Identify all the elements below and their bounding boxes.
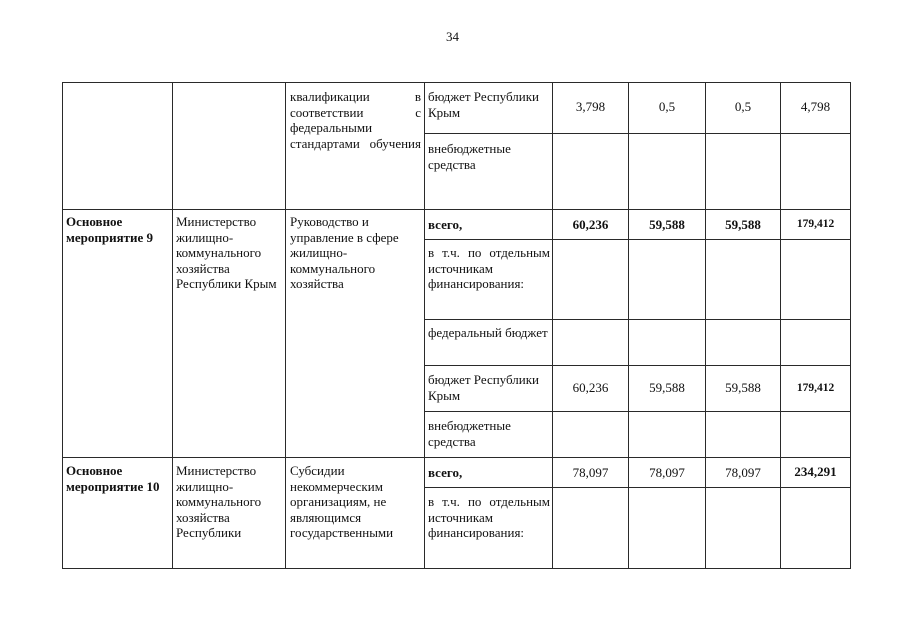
source-label: всего, — [428, 217, 463, 232]
value-cell: 59,588 — [725, 217, 761, 232]
activity-text: квалификации в соответствии с федеральными стандартами обучения — [290, 89, 421, 151]
value-cell: 0,5 — [658, 99, 676, 114]
source-label: внебюджетные средства — [428, 141, 511, 172]
value-cell: 78,097 — [725, 465, 761, 480]
value-cell: 59,588 — [725, 380, 761, 395]
source-label: в т.ч. по отдельным источникам финансирования: — [428, 245, 550, 291]
value-cell: 4,798 — [800, 99, 831, 114]
value-cell: 234,291 — [794, 464, 837, 479]
source-label: в т.ч. по отдельным источникам финансирования: — [428, 494, 550, 540]
source-label: бюджет Республики Крым — [428, 372, 540, 403]
source-label: федеральный бюджет — [428, 325, 548, 340]
value-cell: 78,097 — [572, 465, 609, 480]
value-cell: 0,5 — [734, 99, 752, 114]
value-cell: 60,236 — [572, 380, 609, 395]
value-cell: 59,588 — [649, 380, 685, 395]
value-cell: 60,236 — [572, 217, 609, 232]
value-cell: 78,097 — [649, 465, 685, 480]
page-number: 34 — [446, 29, 459, 44]
value-cell: 3,798 — [575, 99, 606, 114]
event-title: Основное мероприятие 10 — [66, 463, 160, 494]
executor-text: Министерство жилищно-коммунального хозяйства Республики Крым — [176, 214, 277, 291]
source-label: всего, — [428, 465, 463, 480]
activity-text: Руководство и управление в сфере жилищно-коммунального хозяйства — [290, 214, 399, 291]
activity-text: Субсидии некоммерческим организациям, не являющимся государственными — [290, 463, 394, 540]
source-label: бюджет Республики Крым — [428, 89, 540, 120]
value-cell: 179,412 — [796, 218, 835, 230]
value-cell: 59,588 — [649, 217, 685, 232]
source-label: внебюджетные средства — [428, 418, 511, 449]
value-cell: 179,412 — [796, 382, 835, 394]
event-title: Основное мероприятие 9 — [66, 214, 153, 245]
executor-text: Министерство жилищно-коммунального хозяйства Республики — [176, 463, 262, 540]
